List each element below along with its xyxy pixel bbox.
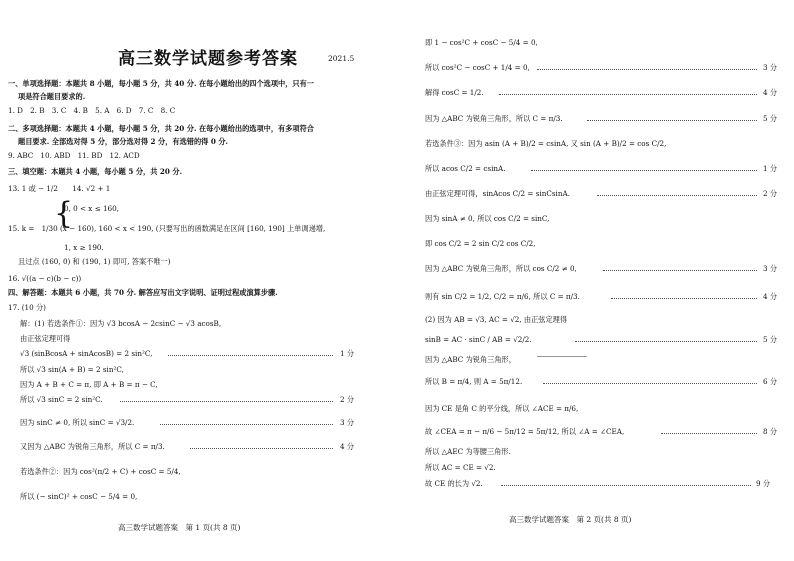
section-1-heading: 一、单项选择题：本题共 8 小题，每小题 5 分，共 40 分. 在每小题给出的四个选项中，只有一: [8, 79, 314, 88]
dot-leader: [531, 170, 757, 171]
solution-line: 所以 (− sinC)² + cosC − 5/4 = 0,: [20, 492, 138, 501]
solution-line: 所以 cos²C − cosC + 1/4 = 0,: [425, 63, 530, 72]
solution-line: 故 CE 的长为 √2.: [425, 479, 483, 488]
dot-leader: [190, 448, 333, 449]
solution-line: 因为 sinA ≠ 0, 所以 cos C/2 = sinC,: [425, 214, 550, 223]
solution-line: 因为 △ABC 为锐角三角形，所以 cos C/2 ≠ 0,: [425, 264, 577, 273]
solution-line: 即 1 − cos²C + cosC − 5/4 = 0,: [425, 38, 538, 47]
answer-15-note: 且过点 (160, 0) 和 (190, 1) 即可, 答案不唯一): [18, 257, 171, 266]
multi-choice-answers: 9. ABC 10. ABD 11. BD 12. ACD: [8, 151, 140, 160]
piecewise-case-1: 0, 0 < x ≤ 160,: [64, 204, 119, 213]
score-label: 5 分: [763, 114, 778, 123]
score-label: 3 分: [340, 418, 355, 427]
dot-leader: [160, 424, 333, 425]
solution-line: 所以 AC = CE = √2.: [425, 463, 496, 472]
solution-line: 即 cos C/2 = 2 sin C/2 cos C/2,: [425, 239, 536, 248]
dot-leader: [575, 341, 757, 342]
solution-line: 若选条件②：因为 cos²(π/2 + C) + cosC = 5/4,: [20, 467, 181, 476]
dot-leader: [168, 355, 333, 356]
score-label: 1 分: [763, 164, 778, 173]
solution-line: 所以 acos C/2 = csinA.: [425, 164, 506, 173]
solution-line: 若选条件③：因为 asin (A + B)/2 = csinA, 又 sin (A + B)/2 = cos C/2,: [425, 139, 667, 148]
piecewise-case-2: 15. k = 1/30 (x − 160), 160 < x < 190, (只要写出的函数满足在区间 [160, 190] 上单调递增,: [8, 224, 326, 233]
solution-line: 又因为 △ABC 为锐角三角形，所以 C = π/3.: [20, 442, 165, 451]
page-title: 高三数学试题参考答案: [118, 49, 298, 69]
dot-leader: [587, 120, 757, 121]
dot-leader: [611, 298, 757, 299]
score-label: 4 分: [763, 292, 778, 301]
score-label: 9 分: [756, 479, 771, 488]
solution-line: 由正弦定理可得: [20, 334, 71, 343]
solution-line: 因为 △ABC 为锐角三角形，所以 C = π/3.: [425, 114, 563, 123]
score-label: 8 分: [763, 427, 778, 436]
solution-line: 所以 B = π/4, 则 A = 5π/12.: [425, 377, 523, 386]
solution-line: 所以 △AEC 为等腰三角形.: [425, 447, 511, 456]
solution-line: √3 (sinBcosA + sinAcosB) = 2 sin²C,: [20, 349, 153, 358]
section-2-heading-cont: 题目要求. 全部选对得 5 分，部分选对得 2 分，有选错的得 0 分.: [18, 137, 229, 146]
score-label: 4 分: [763, 88, 778, 97]
solution-line: 解得 cosC = 1/2.: [425, 88, 484, 97]
section-3-heading: 三、填空题：本题共 4 小题，每小题 5 分，共 20 分.: [8, 167, 183, 176]
solution-line: sinB = AC · sinC / AB = √2/2.: [425, 335, 532, 344]
score-label: 4 分: [340, 442, 355, 451]
solution-line: 由正弦定理可得，sinAcos C/2 = sinCsinA.: [425, 189, 570, 198]
dot-leader: [537, 69, 757, 70]
piecewise-case-3: 1, x ≥ 190.: [64, 243, 104, 252]
page-footer: 高三数学试题答案 第 2 页(共 8 页): [509, 515, 632, 524]
solution-line: 所以 √3 sin(A + B) = 2 sin²C,: [20, 365, 124, 374]
answer-page-2: [397, 0, 794, 561]
dot-leader: [120, 401, 333, 402]
solution-line: 因为 △ABC 为锐角三角形，: [425, 355, 516, 364]
dot-leader: [597, 195, 757, 196]
solution-line: 解：(1) 若选条件①：因为 √3 bcosA − 2csinC − √3 acosB,: [20, 319, 222, 328]
problem-17-header: 17. (10 分): [8, 303, 46, 312]
page-footer: 高三数学试题答案 第 1 页(共 8 页): [118, 523, 241, 532]
score-label: 6 分: [763, 377, 778, 386]
section-1-heading-cont: 项是符合题目要求的.: [18, 92, 86, 101]
exam-date: 2021.5: [328, 54, 355, 63]
solution-line: 则有 sin C/2 = 1/2, C/2 = π/6, 所以 C = π/3.: [425, 292, 580, 301]
solution-line: (2) 因为 AB = √3, AC = √2, 由正弦定理得: [425, 315, 568, 324]
pencil-mark: [537, 356, 587, 357]
section-2-heading: 二、多项选择题：本题共 4 小题，每小题 5 分，共 20 分. 在每小题给出的选项中，有多项符合: [8, 124, 314, 133]
section-4-heading: 四、解答题：本题共 6 小题，共 70 分. 解答应写出文字说明、证明过程或演算步骤.: [8, 288, 278, 297]
score-label: 5 分: [763, 335, 778, 344]
fill-in-answers-13-14: 13. 1 或 − 1/2 14. √2 + 1: [8, 184, 111, 193]
solution-line: 所以 √3 sinC = 2 sin²C.: [20, 395, 103, 404]
solution-line: 故 ∠CEA = π − π/6 − 5π/12 = 5π/12, 所以 ∠A = ∠CEA,: [425, 427, 625, 436]
single-choice-answers: 1. D 2. B 3. C 4. B 5. A 6. D 7. C 8. C: [8, 106, 176, 115]
solution-line: 因为 CE 是角 C 的平分线，所以 ∠ACE = π/6,: [425, 404, 579, 413]
score-label: 2 分: [340, 395, 355, 404]
piecewise-brace: {: [54, 196, 74, 231]
dot-leader: [661, 433, 757, 434]
answer-16: 16. √((a − c)(b − c)): [8, 274, 82, 283]
dot-leader: [501, 485, 751, 486]
score-label: 3 分: [763, 63, 778, 72]
score-label: 3 分: [763, 264, 778, 273]
dot-leader: [603, 270, 757, 271]
solution-line: 因为 sinC ≠ 0, 所以 sinC = √3/2.: [20, 418, 135, 427]
dot-leader: [499, 94, 757, 95]
score-label: 2 分: [763, 189, 778, 198]
score-label: 1 分: [340, 349, 355, 358]
dot-leader: [543, 383, 757, 384]
solution-line: 因为 A + B + C = π, 即 A + B = π − C,: [20, 380, 158, 389]
